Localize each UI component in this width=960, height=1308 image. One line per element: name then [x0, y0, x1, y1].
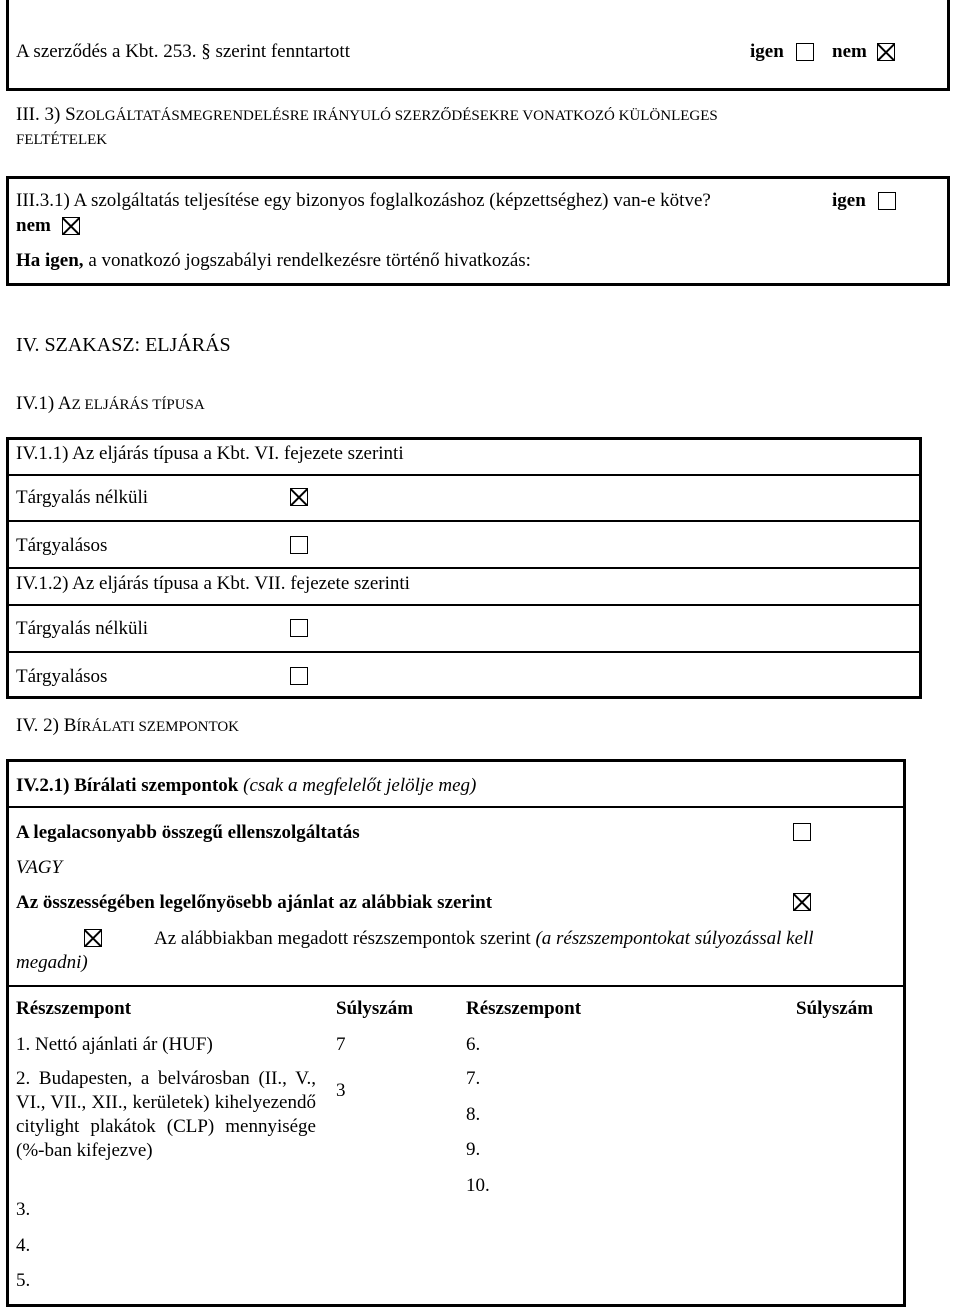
section-heading-iii3: III. 3) SZOLGÁLTATÁSMEGRENDELÉSRE IRÁNYULÓ SZERZŐDÉSEKRE VONATKOZÓ KÜLÖNLEGES [16, 104, 718, 125]
vi-negotiated-label: Tárgyalásos [16, 535, 108, 556]
sub-criteria-label: Az alábbiakban megadott részszempontok szerint (a részszempontokat súlyozással kell [154, 928, 814, 949]
vi-negotiation-free-label: Tárgyalás nélküli [16, 487, 149, 508]
subcriterion-8: 8. [466, 1104, 481, 1125]
divider [9, 520, 919, 522]
sub-criteria-label-cont: megadni) [16, 952, 88, 973]
divider [9, 806, 903, 808]
divider [9, 474, 919, 476]
qual-nem-checkbox[interactable] [62, 217, 80, 235]
subcriterion-9: 9. [466, 1139, 481, 1160]
vii-negotiation-free-label: Tárgyalás nélküli [16, 618, 149, 639]
vi-negotiated-checkbox[interactable] [290, 536, 308, 554]
vii-negotiated-label: Tárgyalásos [16, 666, 108, 687]
procedure-type-heading: IV.1) AZ ELJÁRÁS TÍPUSA [16, 393, 205, 414]
sub-criteria-checkbox[interactable] [84, 929, 102, 947]
subcriterion-4: 4. [16, 1235, 31, 1256]
kbt-vii-heading: IV.1.2) Az eljárás típusa a Kbt. VII. fejezete szerinti [16, 573, 410, 594]
col-header-subcriterion-1: Részszempont [16, 998, 132, 1019]
vi-negotiation-free-checkbox[interactable] [290, 488, 308, 506]
lowest-price-checkbox[interactable] [793, 823, 811, 841]
reserved-nem-label: nem [832, 41, 867, 62]
subcriterion-6: 6. [466, 1034, 481, 1055]
reserved-igen-label: igen [750, 41, 784, 62]
col-header-weight-1: Súlyszám [336, 998, 414, 1019]
subcriterion-7: 7. [466, 1068, 481, 1089]
subcriterion-10: 10. [466, 1175, 490, 1196]
kbt-vi-heading: IV.1.1) Az eljárás típusa a Kbt. VI. fejezete szerinti [16, 443, 404, 464]
subcriterion-2: 2. Budapesten, a belvárosban (II., V., VI., VII., XII., kerületek) kihelyezendő citylight plakátok (CLP) mennyisége (%-ban kifejezve) [16, 1068, 316, 1161]
weight-2: 3 [336, 1080, 346, 1101]
reserved-igen-checkbox[interactable] [796, 43, 814, 61]
divider [9, 985, 903, 987]
legal-reference: Ha igen, a vonatkozó jogszabályi rendelkezésre történő hivatkozás: [16, 250, 531, 271]
best-value-label: Az összességében legelőnyösebb ajánlat az alábbiak szerint [16, 892, 493, 913]
qualification-question: III.3.1) A szolgáltatás teljesítése egy bizonyos foglalkozáshoz (képzettséghez) van-e kötve? [16, 190, 711, 211]
lowest-price-label: A legalacsonyabb összegű ellenszolgáltatás [16, 822, 360, 843]
divider [9, 567, 919, 569]
col-header-subcriterion-2: Részszempont [466, 998, 582, 1019]
award-criteria-heading: IV. 2) BÍRÁLATI SZEMPONTOK [16, 715, 240, 736]
weight-1: 7 [336, 1034, 346, 1055]
vii-negotiation-free-checkbox[interactable] [290, 619, 308, 637]
divider [9, 604, 919, 606]
vagy-label: VAGY [16, 857, 63, 878]
col-header-weight-2: Súlyszám [796, 998, 874, 1019]
qual-igen-checkbox[interactable] [878, 192, 896, 210]
subcriterion-5: 5. [16, 1270, 31, 1291]
reserved-nem-checkbox[interactable] [877, 43, 895, 61]
section-iv-title: IV. SZAKASZ: ELJÁRÁS [16, 334, 231, 356]
subcriterion-1: 1. Nettó ajánlati ár (HUF) [16, 1034, 213, 1055]
criteria-heading: IV.2.1) Bírálati szempontok (csak a megfelelőt jelölje meg) [16, 775, 477, 796]
qual-nem-label: nem [16, 215, 51, 236]
subcriterion-3: 3. [16, 1199, 31, 1220]
best-value-checkbox[interactable] [793, 893, 811, 911]
reserved-contract-label: A szerződés a Kbt. 253. § szerint fenntartott [16, 41, 350, 62]
divider [9, 651, 919, 653]
vii-negotiated-checkbox[interactable] [290, 667, 308, 685]
qual-igen-label: igen [832, 190, 866, 211]
section-heading-iii3-line2: FELTÉTELEK [16, 132, 108, 148]
